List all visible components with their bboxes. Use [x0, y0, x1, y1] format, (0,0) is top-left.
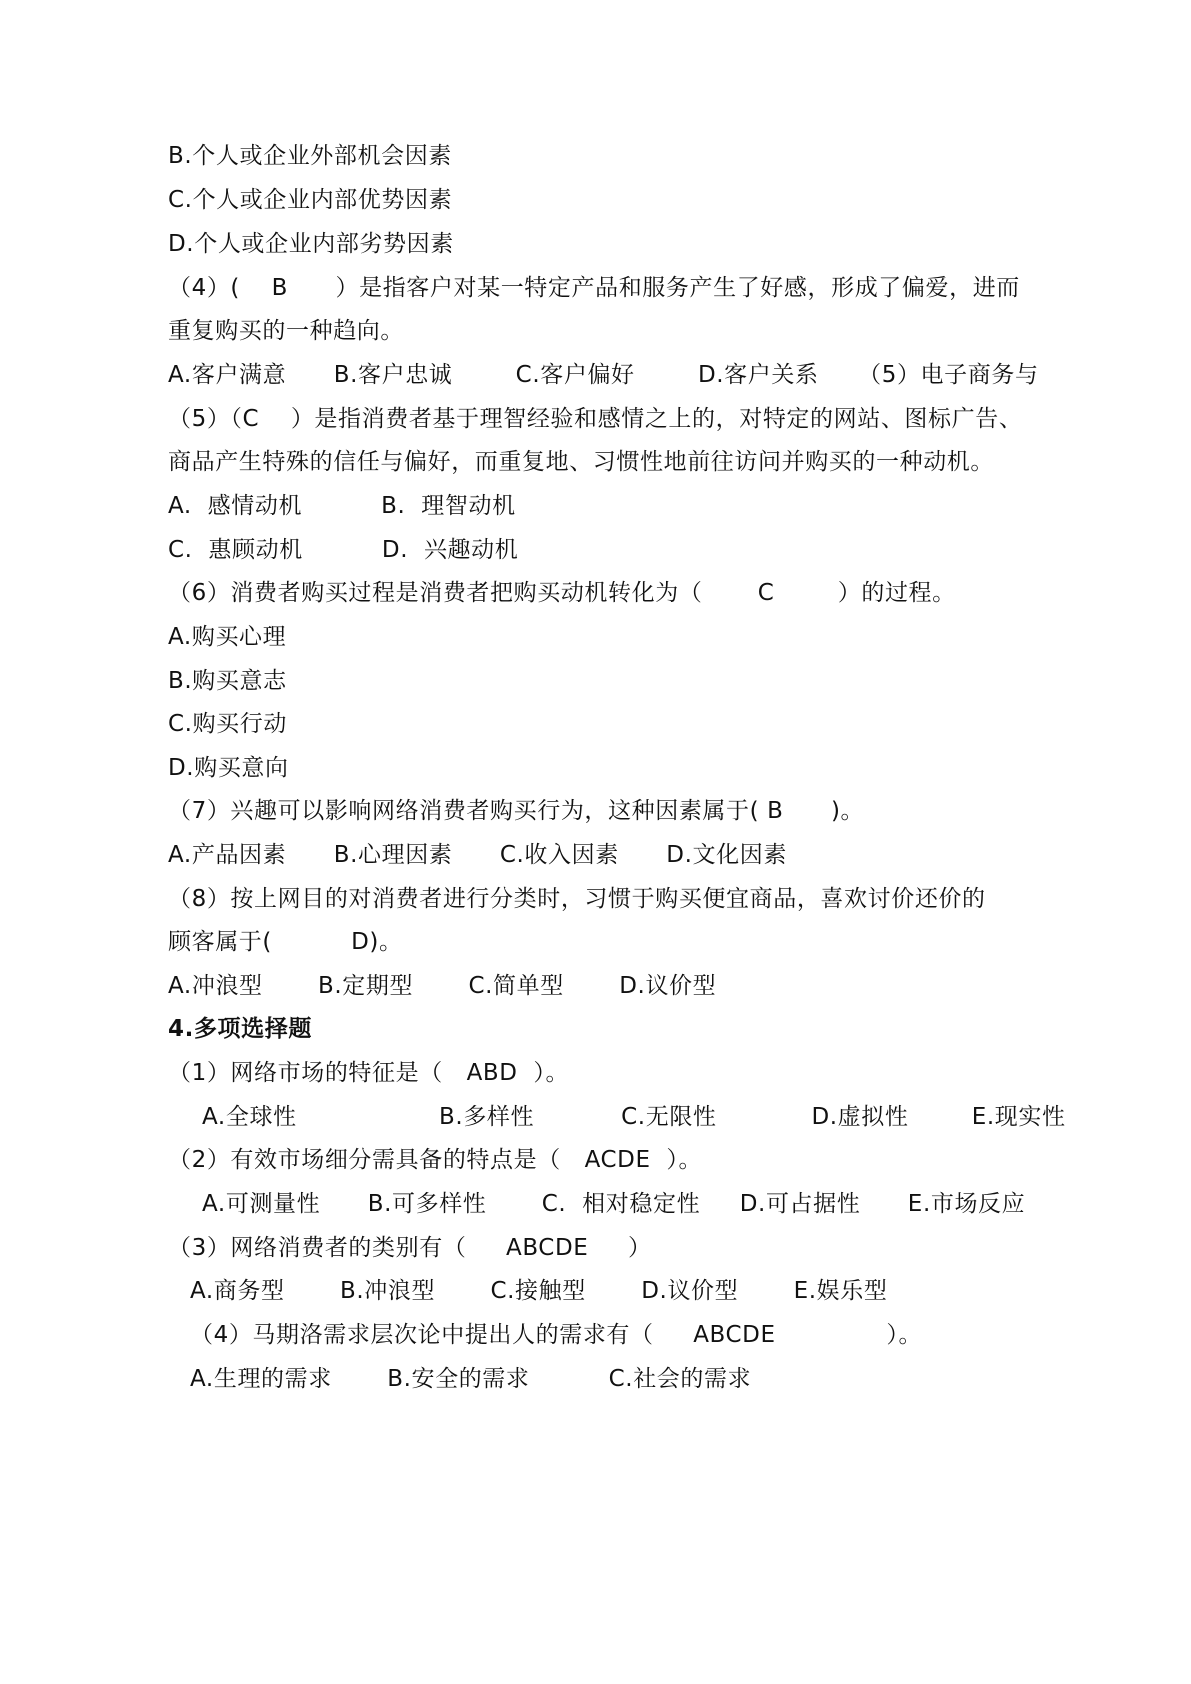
text-line: （7）兴趣可以影响网络消费者购买行为，这种因素属于( B )。 — [168, 798, 865, 824]
text-line: A.客户满意 B.客户忠诚 C.客户偏好 D.客户关系 （5）电子商务与 — [168, 362, 1039, 388]
text-line: D.购买意向 — [168, 755, 289, 781]
text-line: （3）网络消费者的类别有（ ABCDE ） — [168, 1235, 652, 1261]
text-line: 商品产生特殊的信任与偏好，而重复地、习惯性地前往访问并购买的一种动机。 — [168, 449, 994, 475]
text-line: C. 惠顾动机 D. 兴趣动机 — [168, 537, 519, 563]
text-line: 顾客属于( D)。 — [168, 929, 403, 955]
text-line: A. 感情动机 B. 理智动机 — [168, 493, 516, 519]
text-line: （6）消费者购买过程是消费者把购买动机转化为（ C ）的过程。 — [168, 580, 956, 606]
text-line: （4）马期洛需求层次论中提出人的需求有（ ABCDE ）。 — [190, 1322, 923, 1348]
text-line: D.个人或企业内部劣势因素 — [168, 231, 454, 257]
text-line: A.产品因素 B.心理因素 C.收入因素 D.文化因素 — [168, 842, 787, 868]
text-line: （1）网络市场的特征是（ ABD ）。 — [168, 1060, 570, 1086]
text-line: C.购买行动 — [168, 711, 287, 737]
text-line: A.购买心理 — [168, 624, 287, 650]
text-line: （8）按上网目的对消费者进行分类时，习惯于购买便宜商品，喜欢讨价还价的 — [168, 886, 986, 912]
text-line: A.可测量性 B.可多样性 C. 相对稳定性 D.可占据性 E.市场反应 — [202, 1191, 1026, 1217]
text-line: 重复购买的一种趋向。 — [168, 318, 404, 344]
text-line: B.购买意志 — [168, 668, 287, 694]
text-line: （2）有效市场细分需具备的特点是（ ACDE ）。 — [168, 1147, 703, 1173]
text-line: （4）( B ）是指客户对某一特定产品和服务产生了好感，形成了偏爱，进而 — [168, 275, 1020, 301]
text-line: A.冲浪型 B.定期型 C.简单型 D.议价型 — [168, 973, 717, 999]
text-line: B.个人或企业外部机会因素 — [168, 143, 452, 169]
text-line: A.全球性 B.多样性 C.无限性 D.虚拟性 E.现实性 — [202, 1104, 1066, 1130]
text-line: C.个人或企业内部优势因素 — [168, 187, 453, 213]
text-line: A.生理的需求 B.安全的需求 C.社会的需求 — [190, 1366, 752, 1392]
text-line: （5）（C ）是指消费者基于理智经验和感情之上的，对特定的网站、图标广告、 — [168, 406, 1023, 432]
text-line: A.商务型 B.冲浪型 C.接触型 D.议价型 E.娱乐型 — [190, 1278, 888, 1304]
section-heading: 4.多项选择题 — [168, 1016, 312, 1042]
